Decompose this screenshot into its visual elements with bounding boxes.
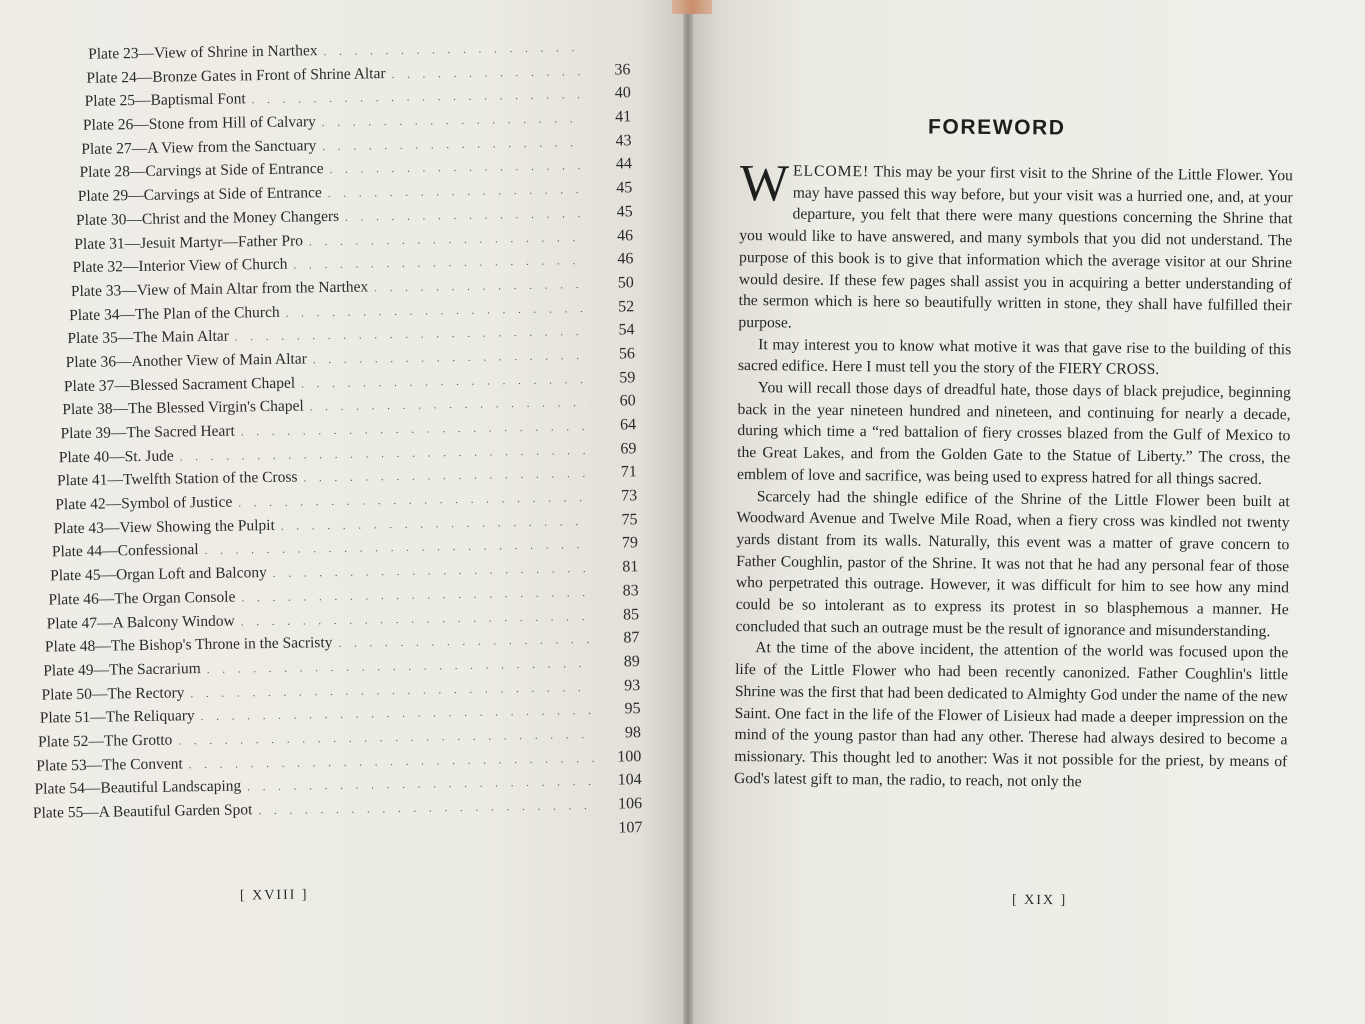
plate-title: Plate 48—The Bishop's Throne in the Sacristy <box>44 634 333 656</box>
plate-title: Plate 39—The Sacred Heart <box>60 422 235 443</box>
plate-title: Plate 36—Another View of Main Altar <box>65 350 307 372</box>
plate-page-number: 45 <box>616 203 633 221</box>
foreword-paragraph <box>738 155 1293 339</box>
plate-page-number: 104 <box>617 771 642 789</box>
dot-leader <box>391 61 584 88</box>
plate-title: Plate 43—View Showing the Pulpit <box>53 516 275 538</box>
plate-title: Plate 44—Confessional <box>51 541 199 561</box>
plate-title: Plate 37—Blessed Sacrament Chapel <box>63 374 296 395</box>
plate-title: Plate 54—Beautiful Landscaping <box>34 777 242 799</box>
plate-page-number: 98 <box>624 724 642 742</box>
plate-page-number: 46 <box>617 250 634 268</box>
plate-page-number: 87 <box>623 629 640 647</box>
plate-title: Plate 31—Jesuit Martyr—Father Pro <box>74 231 304 253</box>
plate-title: Plate 52—The Grotto <box>37 731 173 751</box>
plate-page-number: 100 <box>617 747 642 766</box>
plate-title: Plate 45—Organ Loft and Balcony <box>50 564 267 585</box>
plate-page-number: 95 <box>624 700 641 718</box>
plate-title: Plate 41—Twelfth Station of the Cross <box>56 468 298 490</box>
page-number-left: [ XVIII ] <box>239 887 309 904</box>
plate-page-number: 41 <box>615 108 632 126</box>
plate-page-number: 59 <box>619 368 636 387</box>
book-gutter <box>683 0 693 1024</box>
opening-word: ELCOME! <box>792 162 870 181</box>
plate-title: Plate 40—St. Jude <box>58 447 174 466</box>
plate-title: Plate 55—A Beautiful Garden Spot <box>32 801 253 822</box>
plate-title: Plate 25—Baptismal Font <box>84 90 246 111</box>
plate-page-number <box>590 50 630 51</box>
plate-title: Plate 53—The Convent <box>36 755 183 775</box>
plate-page-number: 93 <box>624 676 641 694</box>
foreword-text <box>733 155 1293 795</box>
paragraph-text: This may be your first visit to the Shrine of the Little Flower. You may have passed this way before, but your visit was a hurried one, and, at your departure, you felt that there were many questions concerning the Shrine that you would like to have answered, and many symbols that you did not understand. The purpose of this book is to give that information which the average visitor at our Shrine would desire. If these few pages shall assist you in acquiring a better understanding of the sermon which is here so beautifully written in stone, they shall have fulfilled their purpose. <box>738 163 1293 332</box>
plate-title: Plate 33—View of Main Altar from the Narthex <box>70 278 369 300</box>
plate-title: Plate 26—Stone from Hill of Calvary <box>82 113 316 134</box>
drop-cap: W <box>739 155 790 213</box>
plate-title: Plate 49—The Sacrarium <box>43 659 201 680</box>
plate-page-number: 83 <box>622 582 639 600</box>
plate-list <box>10 34 643 849</box>
plate-title: Plate 27—A View from the Sanctuary <box>81 136 317 158</box>
plate-page-number: 54 <box>618 321 635 339</box>
page-number-right: [ XIX ] <box>1011 892 1068 909</box>
plate-page-number: 89 <box>623 653 640 671</box>
plate-page-number: 50 <box>617 274 634 292</box>
plate-title: Plate 50—The Rectory <box>41 683 185 704</box>
foreword-paragraph: You will recall those days of dreadful hate, those days of black prejudice, beginning back in the year nineteen hundred and nineteen, and continuing for nearly a decade, during which time a “red battalion of fiery crosses blazed from the Gulf of Mexico to the Great Lakes, and from the Golden Gate to the Statue of Liberty.” The cross, the emblem of love and sacrifice, was being used to express hatred for all things sacred. <box>736 379 1291 488</box>
plate-title: Plate 42—Symbol of Justice <box>55 493 233 514</box>
plate-title: Plate 32—Interior View of Church <box>72 255 288 277</box>
foreword-paragraph: Scarcely had the shingle edifice of the Shrine of the Little Flower been built at Woodward Avenue and Twelve Mile Road, when a fiery cross was kindled not twenty yards distant from its walls. Naturally, this event was a matter of grave concern to Father Coughlin, pastor of the Shrine. It was not that he had any personal fear of those who perpetrated this outrage. However, it was difficult for him to see how any mind could be so intolerant as to express its protest in so blasphemous a manner. He concluded that such an outrage must be the result of ignorance and misunderstanding. <box>735 487 1290 640</box>
plate-title: Plate 35—The Main Altar <box>67 327 229 348</box>
foreword-title: FOREWORD <box>927 115 1066 140</box>
plate-page-number: 46 <box>616 226 634 244</box>
plate-page-number: 81 <box>622 558 639 576</box>
plate-page-number: 52 <box>618 297 635 316</box>
plate-page-number: 71 <box>620 463 637 481</box>
foreword-paragraph: It may interest you to know what motive it was that gave rise to the building of this sacred edifice. Here I must tell you the story of the FIERY CROSS. <box>737 335 1292 379</box>
plate-page-number: 40 <box>614 84 631 102</box>
plate-title: Plate 38—The Blessed Virgin's Chapel <box>62 397 304 419</box>
plate-page-number: 36 <box>614 60 631 79</box>
foreword-paragraph: At the time of the above incident, the attention of the world was focused upon the life of the Little Flower who had been recently canonized. Father Coughlin's little Shrine was the first that had been dedicated to Almighty God under the name of the new Saint. One fact in the life of the Flower of Lisieux had made a deeper impression on the mind of the young pastor than had any other. Therese had always desired to become a missionary. This thought led to another: Was it not possible for the priest, by means of God's latest gift to man, the radio, to reach, not only the <box>733 639 1289 790</box>
plate-title: Plate 51—The Reliquary <box>39 707 195 727</box>
plate-page-number: 107 <box>618 818 643 837</box>
plate-page-number: 106 <box>617 795 643 813</box>
plate-title: Plate 47—A Balcony Window <box>46 612 235 632</box>
plate-page-number: 60 <box>619 392 636 410</box>
plate-title: Plate 29—Carvings at Side of Entrance <box>77 184 322 206</box>
plate-title: Plate 46—The Organ Console <box>48 588 236 609</box>
plate-page-number: 45 <box>616 179 633 197</box>
spine-edge <box>672 0 712 14</box>
plate-title: Plate 30—Christ and the Money Changers <box>75 207 340 229</box>
dot-leader <box>374 274 588 301</box>
plate-title: Plate 24—Bronze Gates in Front of Shrine Altar <box>86 64 386 87</box>
plate-page-number: 43 <box>615 131 632 150</box>
plate-page-number: 69 <box>620 439 637 458</box>
plate-page-number: 73 <box>621 487 638 505</box>
plate-page-number: 79 <box>621 534 639 552</box>
plate-title: Plate 23—View of Shrine in Narthex <box>88 42 318 63</box>
plate-page-number: 44 <box>615 155 633 173</box>
plate-title: Plate 28—Carvings at Side of Entrance <box>79 160 324 182</box>
plate-page-number: 75 <box>621 510 638 529</box>
plate-page-number: 64 <box>619 416 637 434</box>
plate-page-number: 85 <box>622 605 640 623</box>
plate-page-number: 56 <box>618 345 636 363</box>
plate-title: Plate 34—The Plan of the Church <box>69 303 280 324</box>
